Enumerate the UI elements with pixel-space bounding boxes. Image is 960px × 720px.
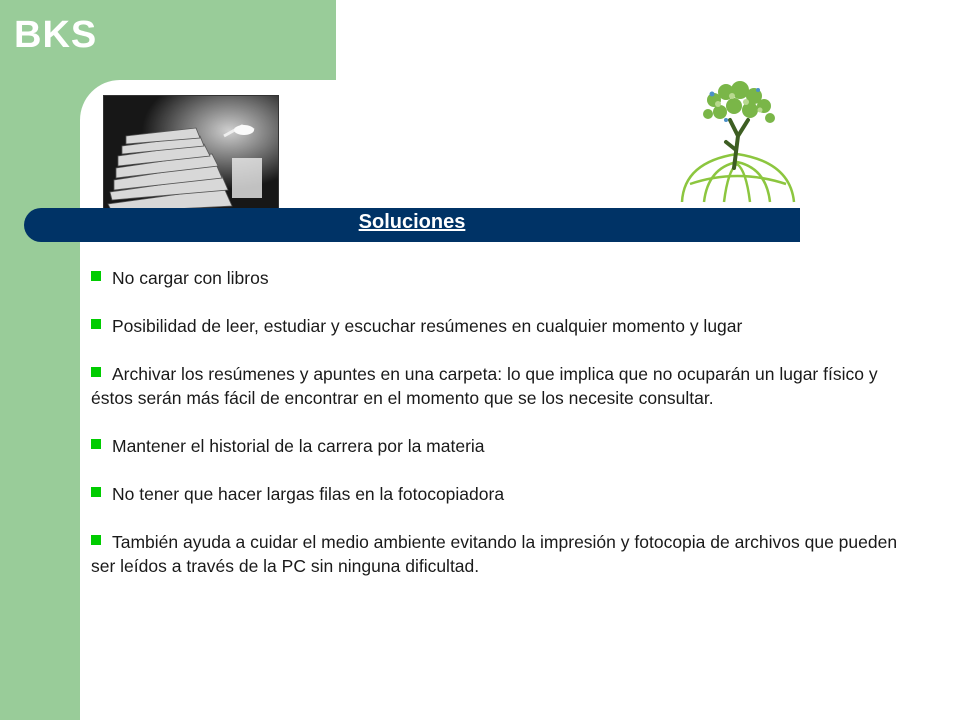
stacked-papers-photo	[103, 95, 279, 213]
section-title: Soluciones	[358, 211, 466, 233]
logo-text: BKS	[14, 14, 98, 56]
list-item	[91, 266, 901, 290]
bullet-square-icon	[91, 367, 101, 377]
solutions-list	[91, 266, 901, 602]
bullet-square-icon	[91, 535, 101, 545]
list-item-text: No tener que hacer largas filas en la fotocopiadora	[112, 484, 505, 504]
list-item	[91, 314, 901, 338]
list-item	[91, 434, 901, 458]
list-item	[91, 362, 901, 410]
section-banner	[24, 208, 800, 242]
bullet-square-icon	[91, 487, 101, 497]
list-item-text: Mantener el historial de la carrera por la materia	[112, 436, 485, 456]
list-item	[91, 530, 901, 578]
list-item-text: No cargar con libros	[112, 268, 269, 288]
left-green-band	[0, 0, 80, 720]
list-item-text: Archivar los resúmenes y apuntes en una carpeta: lo que implica que no ocuparán un lugar físico y éstos serán más fácil de encontrar en el momento que se los necesite consultar.	[91, 364, 878, 408]
list-item-text: También ayuda a cuidar el medio ambiente evitando la impresión y fotocopia de archivos que pueden ser leídos a través de la PC sin ninguna dificultad.	[91, 532, 898, 576]
tree-globe-illustration	[674, 76, 800, 206]
bullet-square-icon	[91, 271, 101, 281]
bullet-square-icon	[91, 319, 101, 329]
bullet-square-icon	[91, 439, 101, 449]
list-item-text: Posibilidad de leer, estudiar y escuchar resúmenes en cualquier momento y lugar	[112, 316, 743, 336]
list-item	[91, 482, 901, 506]
